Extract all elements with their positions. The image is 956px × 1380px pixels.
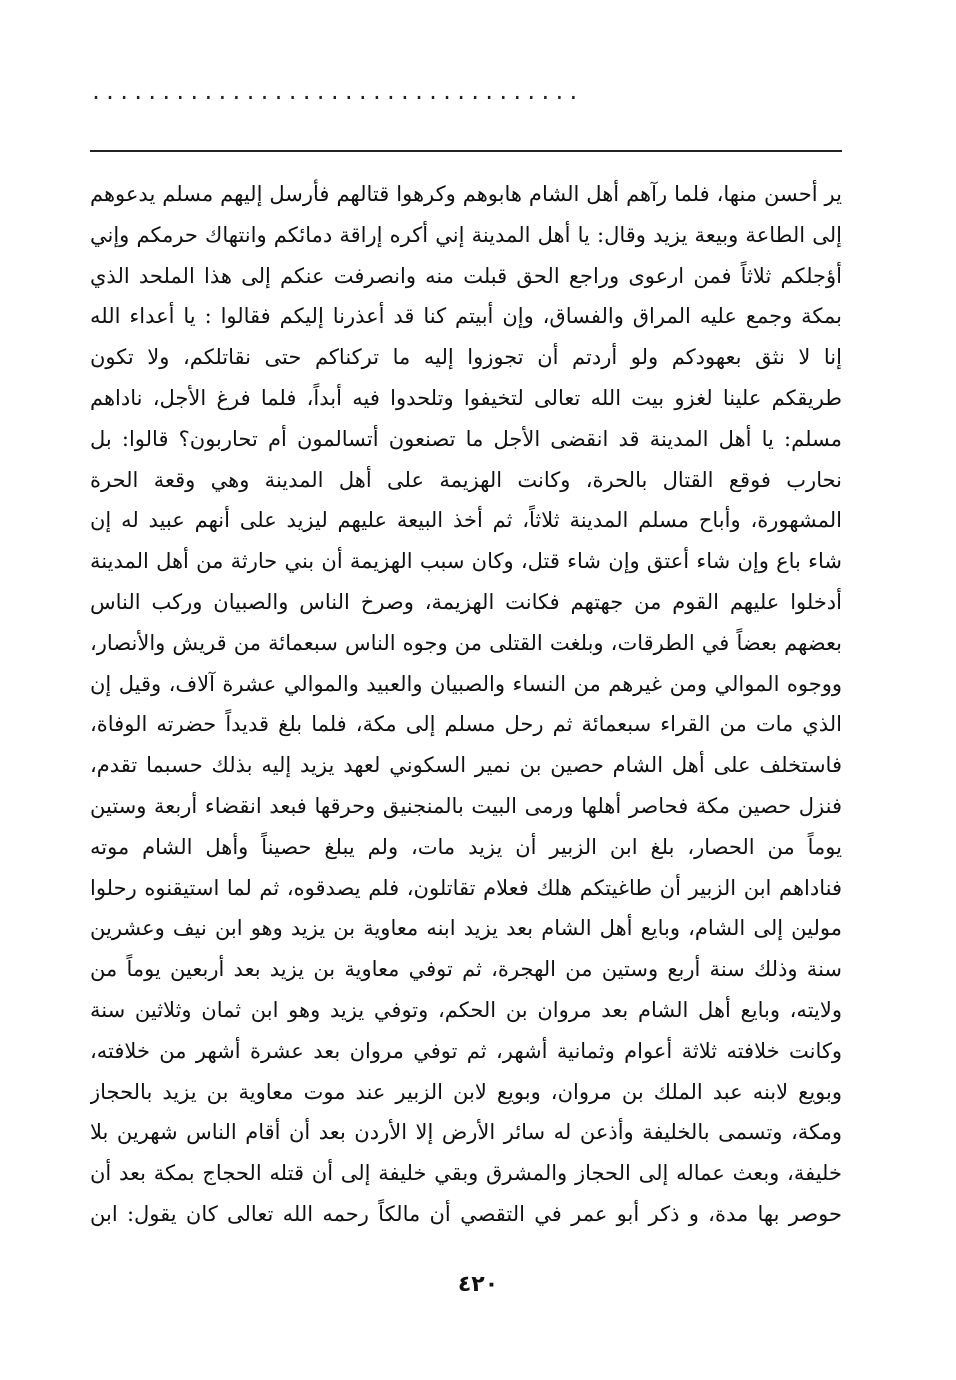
text-line: خليفة، وبعث عماله إلى الحجاز والمشرق وبقي خليفة إلى أن قتله الحجاج بمكة بعد أن — [90, 1161, 842, 1186]
text-line: شاء باع وإن شاء أعتق وإن شاء قتل، وكان سبب الهزيمة أن بني حارثة من أهل المدينة — [90, 549, 842, 574]
text-line: فنزل حصين مكة فحاصر أهلها ورمى البيت بالمنجنيق وحرقها فبعد انقضاء أربعة وستين — [90, 793, 842, 818]
text-line: مسلم: يا أهل المدينة قد انقضى الأجل ما تصنعون أتسالمون أم تحاربون؟ قالوا: بل — [90, 426, 842, 451]
text-line: المشهورة، وأباح مسلم المدينة ثلاثاً، ثم أخذ البيعة عليهم ليزيد على أنهم عبيد له إن — [90, 508, 842, 533]
text-line: وكانت خلافته ثلاثة أعوام وثمانية أشهر، ثم توفي مروان بعد عشرة أشهر من خلافته، — [90, 1038, 842, 1063]
text-line: بمكة وجمع عليه المراق والفساق، وإن أبيتم كنا قد أعذرنا إليكم فقالوا : يا أعداء الله — [90, 304, 842, 329]
text-line: أدخلوا عليهم القوم من جهتهم فكانت الهزيمة، وصرخ الناس والصبيان وركب الناس — [90, 589, 842, 614]
text-line: حوصر بها مدة، و ذكر أبو عمر في التقصي أن مالكاً رحمه الله تعالى كان يقول: ابن — [90, 1201, 842, 1226]
page-number: ٤٢٠ — [457, 1272, 499, 1297]
text-line: إنا لا نثق بعهودكم ولو أردتم أن تجوزوا إليه ما تركناكم حتى نقاتلكم، ولا تكون — [90, 345, 842, 370]
text-line: بعضهم بعضاً في الطرقات، وبلغت القتلى من وجوه الناس سبعمائة من قريش والأنصار، — [90, 630, 842, 655]
header-dotted-line: ................................... — [90, 82, 582, 102]
text-line: ولايته، وبايع أهل الشام بعد مروان بن الحكم، وتوفي يزيد وهو ابن ثمان وثلاثين سنة — [90, 997, 842, 1022]
text-line: الذي مات من القراء سبعمائة ثم رحل مسلم إلى مكة، فلما بلغ قديداً حضرته الوفاة، — [90, 712, 842, 737]
text-line: يوماً من الحصار، بلغ ابن الزبير أن يزيد مات، ولم يبلغ حصيناً وأهل الشام موته — [90, 834, 842, 859]
text-line: نحارب فوقع القتال بالحرة، وكانت الهزيمة على أهل المدينة وهي وقعة الحرة — [90, 467, 842, 492]
text-line: طريقكم علينا لغزو بيت الله تعالى لتخيفوا وتلحدوا فيه أبداً، فلما فرغ الأجل، ناداهم — [90, 385, 842, 410]
body-text — [90, 174, 842, 1235]
text-line: مولين إلى الشام، وبايع أهل الشام بعد يزيد ابنه معاوية بن يزيد وهو ابن نيف وعشرين — [90, 916, 842, 941]
text-line: ومكة، وتسمى بالخليفة وأذعن له سائر الأرض إلا الأردن بعد أن أقام الناس شهرين بلا — [90, 1120, 842, 1145]
text-line: أؤجلكم ثلاثاً فمن ارعوى وراجع الحق قبلت منه وانصرفت عنكم إلى هذا الملحد الذي — [90, 263, 842, 288]
text-line: سنة وذلك سنة أربع وستين من الهجرة، ثم توفي معاوية بن يزيد بعد أربعين يوماً من — [90, 957, 842, 982]
text-line: ير أحسن منها، فلما رآهم أهل الشام هابوهم وكرهوا قتالهم فأرسل إليهم مسلم يدعوهم — [90, 182, 842, 206]
text-line: فاستخلف على أهل الشام حصين بن نمير السكوني لعهد يزيد إليه بذلك حسبما تقدم، — [90, 753, 842, 778]
header-rule — [90, 150, 842, 152]
text-line: وبويع لابنه عبد الملك بن مروان، وبويع لابن الزبير عند موت معاوية بن يزيد بالحجاز — [90, 1079, 842, 1104]
text-line: ووجوه الموالي ومن غيرهم من النساء والصبيان والعبيد والموالي عشرة آلاف، وقيل إن — [90, 671, 842, 696]
text-line: إلى الطاعة وبيعة يزيد وقال: يا أهل المدينة إني أكره إراقة دمائكم وانتهاك حرمكم وإني — [90, 222, 842, 247]
text-line: فناداهم ابن الزبير أن طاغيتكم هلك فعلام تقاتلون، فلم يصدقوه، ثم لما استيقنوه رحلوا — [90, 875, 842, 900]
